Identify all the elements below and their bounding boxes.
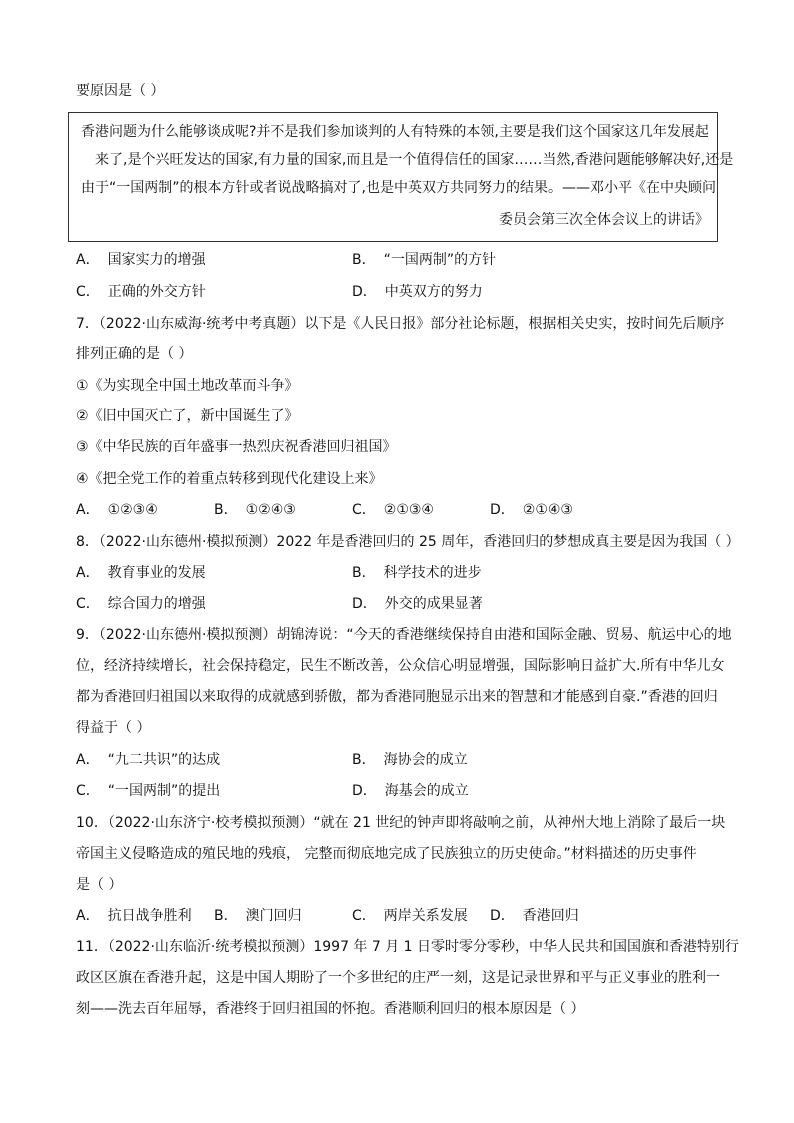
q7-stem-line: 排列正确的是（ ） [76, 346, 193, 362]
option-letter: C． [76, 596, 100, 612]
option-letter: B． [214, 908, 238, 924]
q6-stem-end: 要原因是（ ） [76, 83, 165, 99]
q6-quote-box [68, 112, 734, 242]
option-text: 海基会的成立 [384, 783, 469, 799]
q6-option-d[interactable] [352, 283, 483, 301]
q8-option-a[interactable] [76, 564, 206, 582]
option-letter: A． [76, 565, 100, 581]
q9-option-a[interactable] [76, 751, 220, 769]
option-letter: A． [76, 252, 100, 268]
q10-option-a[interactable] [76, 907, 192, 925]
q11-stem-line: 刻——洗去百年屈辱，香港终于回归祖国的怀抱。香港顺利回归的根本原因是（ ） [76, 1001, 585, 1017]
q7-item: ③《中华民族的百年盛事一热烈庆祝香港回归祖国》 [76, 439, 397, 455]
q11-stem-line: 政区区旗在香港升起，这是中国人期盼了一个多世纪的庄严一刻，这是记录世界和平与正义事业的胜利一 [76, 970, 720, 986]
option-letter: B． [352, 252, 376, 268]
option-letter: D． [490, 502, 515, 518]
q6-quote-line: 香港问题为什么能够谈成呢?并不是我们参加谈判的人有特殊的本领,主要是我们这个国家这几年发展起 [81, 124, 709, 140]
option-letter: B． [352, 565, 376, 581]
q7-option-d[interactable] [490, 501, 573, 519]
q10-option-d[interactable] [490, 907, 579, 925]
option-text: 中英双方的努力 [384, 284, 483, 300]
q9-option-b[interactable] [352, 751, 468, 769]
q9-stem-line: 9．（2022·山东德州·模拟预测）胡锦涛说：“今天的香港继续保持自由港和国际金融、贸易、航运中心的地 [76, 627, 732, 643]
option-text: 两岸关系发展 [383, 908, 468, 924]
option-letter: C． [76, 284, 100, 300]
q9-option-c[interactable] [76, 782, 220, 800]
option-text: ②①④③ [522, 502, 573, 518]
option-text: “一国两制”的方针 [383, 252, 497, 268]
option-letter: A． [76, 752, 100, 768]
option-letter: D． [490, 908, 515, 924]
option-text: 综合国力的增强 [107, 596, 206, 612]
option-letter: C． [352, 502, 376, 518]
q8-stem-line: 8．（2022·山东德州·模拟预测）2022 年是香港回归的 25 周年，香港回归的梦想成真主要是因为我国（ ） [76, 534, 740, 550]
q10-option-c[interactable] [352, 907, 468, 925]
q10-stem-line: 帝国主义侵略造成的殖民地的残痕， 完整而彻底地完成了民族独立的历史使命。”材料描述的历史事件 [76, 846, 697, 862]
q7-item: ④《把全党工作的着重点转移到现代化建设上来》 [76, 471, 383, 487]
option-letter: A． [76, 908, 100, 924]
option-letter: A． [76, 502, 100, 518]
q9-stem-line: 都为香港回归祖国以来取得的成就感到骄傲，都为香港同胞显示出来的智慧和才能感到自豪.”香港的回归 [76, 689, 718, 705]
q7-option-c[interactable] [352, 501, 434, 519]
option-letter: C． [352, 908, 376, 924]
option-text: “一国两制”的提出 [107, 783, 221, 799]
q11-stem-line: 11．（2022·山东临沂·统考模拟预测）1997 年 7 月 1 日零时零分零秒，中华人民共和国国旗和香港特别行 [76, 939, 740, 955]
option-text: “九二共识”的达成 [107, 752, 221, 768]
option-text: 正确的外交方针 [107, 284, 206, 300]
q6-quote-line: 由于“一国两制”的根本方针或者说战略搞对了,也是中英双方共同努力的结果。——邓小平《在中央顾问 [81, 180, 716, 196]
q10-stem-line: 10．（2022·山东济宁·校考模拟预测）“就在 21 世纪的钟声即将敲响之前，从神州大地上消除了最后一块 [76, 815, 726, 831]
option-text: 澳门回归 [245, 908, 302, 924]
q6-option-c[interactable] [76, 283, 206, 301]
option-text: 教育事业的发展 [107, 565, 206, 581]
q6-quote-line: 委员会第三次全体会议上的讲话》 [499, 212, 709, 228]
q8-option-b[interactable] [352, 564, 482, 582]
q10-option-b[interactable] [214, 907, 302, 925]
q7-stem-line: 7．（2022·山东威海·统考中考真题）以下是《人民日报》部分社论标题，根据相关史实，按时间先后顺序 [76, 316, 725, 332]
option-text: ①②③④ [107, 502, 158, 518]
option-letter: B． [214, 502, 238, 518]
option-letter: C． [76, 783, 100, 799]
q7-item: ②《旧中国灭亡了，新中国诞生了》 [76, 408, 299, 424]
q9-stem-line: 位，经济持续增长，社会保持稳定，民生不断改善，公众信心明显增强，国际影响日益扩大.所有中华儿女 [76, 658, 725, 674]
q7-option-a[interactable] [76, 501, 158, 519]
option-letter: D． [352, 284, 377, 300]
q8-option-c[interactable] [76, 595, 206, 613]
option-letter: B． [352, 752, 376, 768]
option-text: 抗日战争胜利 [107, 908, 192, 924]
q6-option-b[interactable] [352, 251, 496, 269]
option-text: 国家实力的增强 [107, 252, 206, 268]
option-letter: D． [352, 596, 377, 612]
option-letter: D． [352, 783, 377, 799]
q10-stem-line: 是（ ） [76, 877, 123, 893]
option-text: 科学技术的进步 [383, 565, 482, 581]
option-text: ②①③④ [383, 502, 434, 518]
option-text: 外交的成果显著 [384, 596, 483, 612]
option-text: 海协会的成立 [383, 752, 468, 768]
q8-option-d[interactable] [352, 595, 483, 613]
option-text: 香港回归 [522, 908, 579, 924]
q6-option-a[interactable] [76, 251, 206, 269]
q6-quote-line: 来了,是个兴旺发达的国家,有力量的国家,而且是一个值得信任的国家……当然,香港问题能够解决好,还是 [95, 152, 734, 168]
q9-stem-line: 得益于（ ） [76, 720, 151, 736]
q7-item: ①《为实现全中国土地改革而斗争》 [76, 378, 299, 394]
q9-option-d[interactable] [352, 782, 469, 800]
option-text: ①②④③ [245, 502, 296, 518]
q7-option-b[interactable] [214, 501, 296, 519]
